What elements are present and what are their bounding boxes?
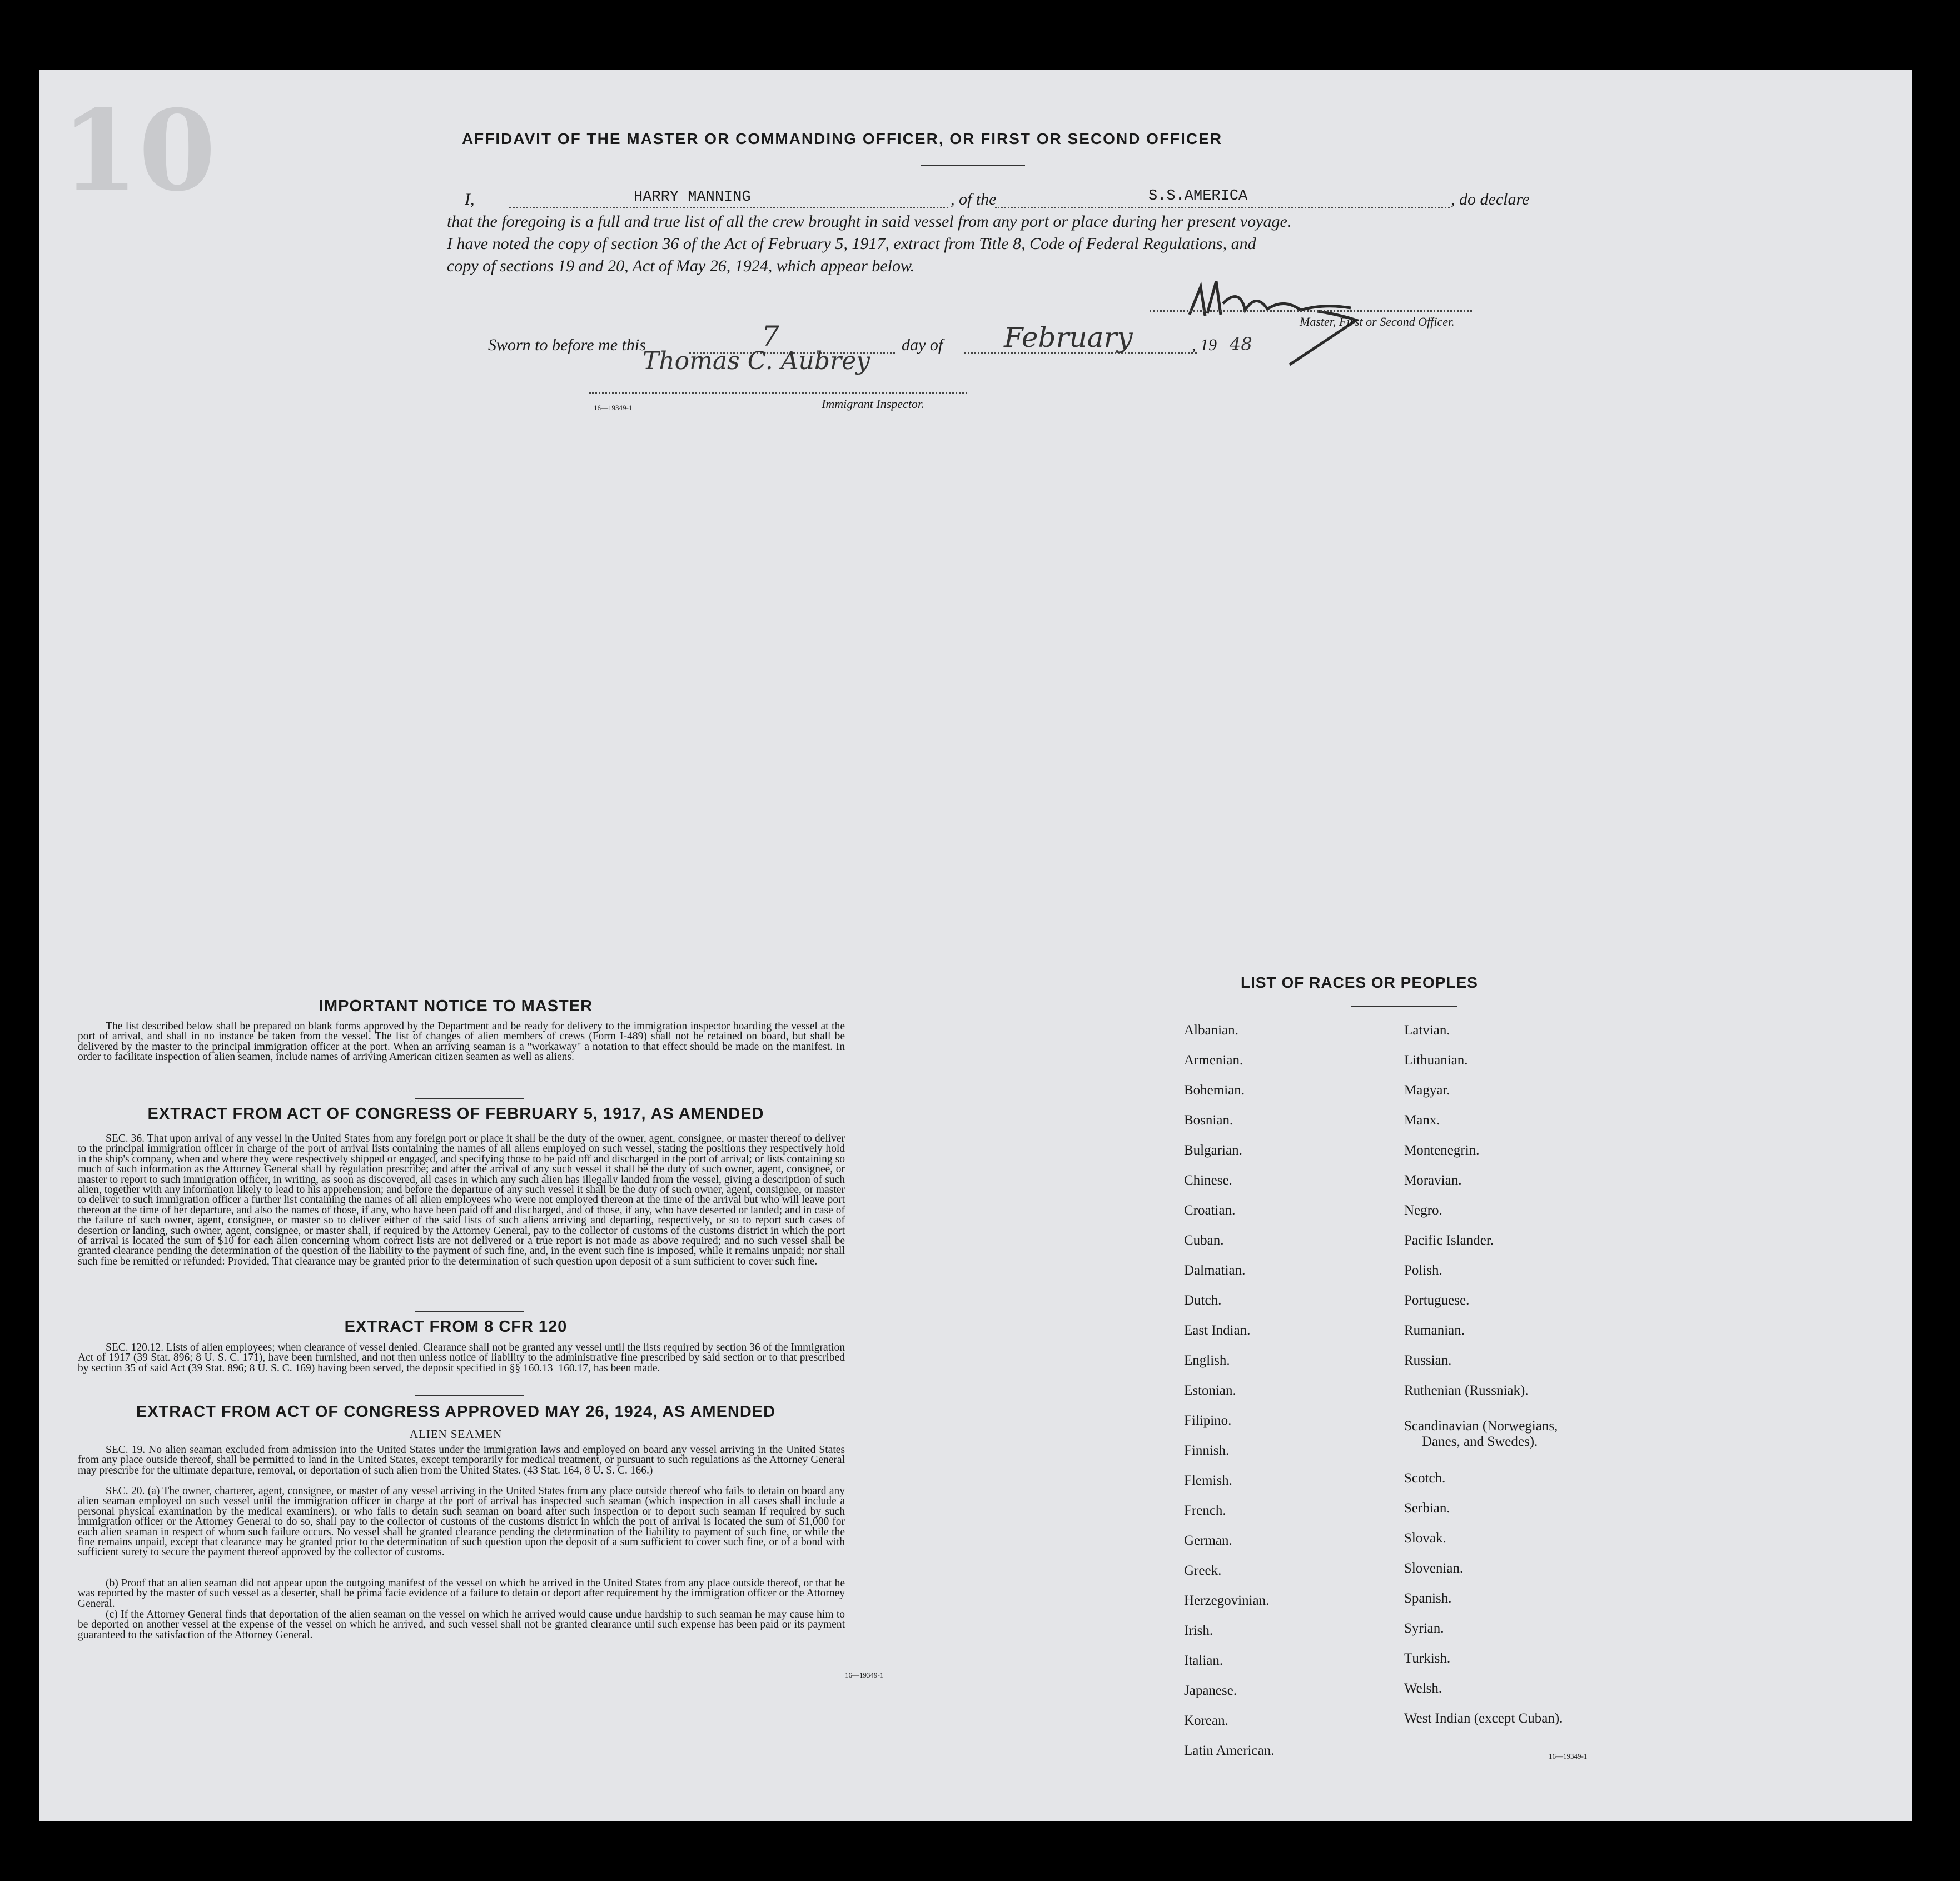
race-item: Russian. xyxy=(1404,1353,1452,1368)
inspector-caption: Immigrant Inspector. xyxy=(822,397,924,411)
race-item: Greek. xyxy=(1184,1563,1222,1578)
extract-1924-title: EXTRACT FROM ACT OF CONGRESS APPROVED MAY 26, 1924, AS AMENDED xyxy=(136,1403,776,1421)
race-item: Korean. xyxy=(1184,1713,1228,1728)
race-item: Herzegovinian. xyxy=(1184,1593,1270,1608)
race-item: Pacific Islander. xyxy=(1404,1233,1494,1248)
master-caption: Master, First or Second Officer. xyxy=(1300,315,1455,329)
document-page xyxy=(39,70,1912,1821)
race-item: Portuguese. xyxy=(1404,1293,1470,1308)
race-item: Scandinavian (Norwegians, xyxy=(1404,1419,1558,1434)
declare-mid: , of the xyxy=(951,190,997,208)
sec-19-text: SEC. 19. No alien seaman excluded from admission into the United States under the immigration laws and employed on board any vessel arriving in the United States from any place outside thereof, shall be permitted to land in the United States, except temporarily for medical treatment, or pursuant to such regulations as the Attorney General may prescribe for the ultimate departure, removal, or deportation of such alien from the United States. (43 Stat. 164, 8 U. S. C. 166.) xyxy=(78,1444,845,1476)
race-item: Italian. xyxy=(1184,1653,1223,1668)
sworn-month: February xyxy=(1004,321,1133,354)
form-number: 16—19349-1 xyxy=(1549,1752,1588,1760)
extract-1917-title: EXTRACT FROM ACT OF CONGRESS OF FEBRUARY 5, 1917, AS AMENDED xyxy=(147,1105,764,1123)
race-item: Irish. xyxy=(1184,1623,1213,1638)
sec-20c-text: (c) If the Attorney General finds that deportation of the alien seaman on the vessel on which he arrived would cause undue hardship to such seaman he may cause him to be deported on another vessel at the expense of the vessel on which he arrived, and such vessel shall not be granted clearance until such expense has been paid or its payment guaranteed to the satisfaction of the Attorney General. xyxy=(78,1609,845,1641)
divider xyxy=(415,1395,524,1396)
sworn-day: 7 xyxy=(762,320,779,352)
race-item: Dalmatian. xyxy=(1184,1263,1246,1278)
race-item: Serbian. xyxy=(1404,1501,1450,1516)
race-item: Albanian. xyxy=(1184,1023,1238,1038)
race-item: Latvian. xyxy=(1404,1023,1450,1038)
sworn-year: 48 xyxy=(1230,334,1252,355)
race-item: German. xyxy=(1184,1533,1232,1548)
race-item: Danes, and Swedes). xyxy=(1422,1434,1538,1449)
sec-20a-text: SEC. 20. (a) The owner, charterer, agent, consignee, or master of any vessel arriving in the United States from any place outside thereof who fails to detain on board any alien seaman employed on such vessel until the immigration officer in charge at the port of arrival has inspected such seaman (which inspection in all cases shall include a personal physical examination by the medical examiners), or who fails to detain such seaman on board after such inspection or to deport such seaman if required by such immigration officer or the Attorney General to do so, shall pay to the collector of customs of the customs district in which the port of arrival is located the sum of $1,000 for each alien seaman in respect of whom such failure occurs. No vessel shall be granted clearance pending the determination of the liability to payment of such fine, or while the fine remains unpaid, except that clearance may be granted prior to the determination of such question upon the deposit of a sum sufficient to cover such fine, or of a bond with sufficient surety to secure the payment thereof approved by the collector of customs. xyxy=(78,1485,845,1559)
race-item: Armenian. xyxy=(1184,1053,1243,1068)
race-item: Ruthenian (Russniak). xyxy=(1404,1383,1529,1398)
race-item: Slovak. xyxy=(1404,1531,1446,1546)
affidavit-line-3: I have noted the copy of section 36 of the Act of February 5, 1917, extract from Title 8, Code of Federal Regulations, and xyxy=(447,235,1256,253)
declare-suffix: , do declare xyxy=(1451,190,1530,208)
master-name: HARRY MANNING xyxy=(634,189,751,206)
race-item: Croatian. xyxy=(1184,1203,1236,1218)
races-title: LIST OF RACES OR PEOPLES xyxy=(1241,974,1478,991)
race-item: Bulgarian. xyxy=(1184,1143,1242,1158)
form-number: 16—19349-1 xyxy=(845,1671,884,1679)
race-item: Spanish. xyxy=(1404,1591,1452,1606)
master-signature-line xyxy=(1150,310,1472,312)
vessel-name: S.S.AMERICA xyxy=(1148,188,1248,205)
race-item: Bohemian. xyxy=(1184,1083,1245,1098)
race-item: Slovenian. xyxy=(1404,1561,1464,1576)
race-item: Japanese. xyxy=(1184,1683,1237,1698)
race-item: Welsh. xyxy=(1404,1681,1442,1696)
divider xyxy=(415,1098,524,1099)
race-item: Latin American. xyxy=(1184,1743,1275,1758)
race-item: Dutch. xyxy=(1184,1293,1222,1308)
race-item: Turkish. xyxy=(1404,1651,1451,1666)
sworn-mid: day of xyxy=(902,336,943,354)
title-underline xyxy=(921,165,1025,166)
race-item: Polish. xyxy=(1404,1263,1442,1278)
affidavit-line-2: that the foregoing is a full and true list of all the crew brought in said vessel from any port or place during her present voyage. xyxy=(447,212,1292,231)
extract-1917-text: SEC. 36. That upon arrival of any vessel in the United States from any foreign port or place it shall be the duty of the owner, agent, consignee, or master thereof to deliver to the principal immigration officer in charge of the port of arrival lists containing the names of all aliens employed on such vessel, stating the positions they respectively hold in the ship's company, when and where they were respectively shipped or engaged, and specifying those to be paid off and discharged in the port of arrival; or lists containing so much of such information as the Attorney General shall by regulation prescribe; and after the arrival of any such vessel it shall be the duty of such owner, agent, consignee, or master to report to such immigration officer, in writing, as soon as discovered, all cases in which any such alien has illegally landed from the vessel, giving a description of such alien, together with any information likely to lead to his apprehension; and before the departure of any such vessel it shall be the duty of such owner, agent, consignee, or master to deliver to such immigration officer a further list containing the names of all alien employees who were not employed thereon at the time of the arrival but who will leave port thereon at the time of her departure, and also the names of those, if any, who have been paid off and discharged, and of those, if any, who have deserted or landed; and in case of the failure of such owner, agent, consignee, or master so to deliver either of the said lists of such aliens arriving and departing, respectively, or so to report such cases of desertion or landing, such owner, agent, consignee, or master shall, if required by the Attorney General, pay to the collector of customs of the customs district in which the port of arrival is located the sum of $10 for each alien concerning whom correct lists are not delivered or a true report is not made as above required; and no such vessel shall be granted clearance pending the determination of the question of the liability to the payment of such fine, and, in the event such fine is imposed, while it remains unpaid; nor shall such fine be remitted or refunded: Provided, That clearance may be granted prior to the determination of such question upon deposit of a sum sufficient to cover such fine. xyxy=(78,1133,845,1267)
inspector-signature: Thomas C. Aubrey xyxy=(643,347,870,375)
vessel-line xyxy=(995,207,1450,208)
race-item: Flemish. xyxy=(1184,1473,1232,1488)
race-item: Syrian. xyxy=(1404,1621,1444,1636)
race-item: Cuban. xyxy=(1184,1233,1224,1248)
races-underline xyxy=(1351,1006,1457,1007)
race-item: Chinese. xyxy=(1184,1173,1232,1188)
divider xyxy=(415,1311,524,1312)
affidavit-line-4: copy of sections 19 and 20, Act of May 26, 1924, which appear below. xyxy=(447,257,915,275)
race-item: Moravian. xyxy=(1404,1173,1462,1188)
race-item: West Indian (except Cuban). xyxy=(1404,1711,1563,1726)
race-item: Manx. xyxy=(1404,1113,1440,1128)
race-item: Lithuanian. xyxy=(1404,1053,1468,1068)
declare-prefix: I, xyxy=(465,190,475,208)
sec-20b-text: (b) Proof that an alien seaman did not appear upon the outgoing manifest of the vessel on which he arrived in the United States from any place outside thereof, or that he was reported by the master of such vessel as a deserter, shall be prima facie evidence of a failure to detain or deport after requirement by the immigration officer or the Attorney General. xyxy=(78,1578,845,1610)
name-line xyxy=(509,207,948,208)
race-item: Filipino. xyxy=(1184,1413,1232,1428)
alien-seamen-subtitle: ALIEN SEAMEN xyxy=(409,1427,503,1441)
page-stamp-number: 10 xyxy=(61,86,216,216)
race-item: Montenegrin. xyxy=(1404,1143,1480,1158)
race-item: Rumanian. xyxy=(1404,1323,1465,1338)
affidavit-title: AFFIDAVIT OF THE MASTER OR COMMANDING OFFICER, OR FIRST OR SECOND OFFICER xyxy=(461,130,1223,147)
race-item: Magyar. xyxy=(1404,1083,1450,1098)
sworn-year-prefix: , 19 xyxy=(1192,336,1217,354)
notice-text: The list described below shall be prepared on blank forms approved by the Department and be ready for delivery to the immigration inspector boarding the vessel at the port of arrival, and shall in no instance be taken from the vessel. The list of changes of alien members of crews (Form I-489) shall not be retained on board, but shall be delivered by the master to the principal immigration officer at the port. When an arriving seaman is a "workaway" a notation to that effect should be made on the manifest. In order to facilitate inspection of alien seamen, include names of arriving American citizen seamen as well as aliens. xyxy=(78,1021,845,1063)
inspector-signature-line xyxy=(589,392,967,394)
race-item: Negro. xyxy=(1404,1203,1442,1218)
sworn-prefix: Sworn to before me this xyxy=(488,336,646,354)
race-item: Bosnian. xyxy=(1184,1113,1233,1128)
race-item: Estonian. xyxy=(1184,1383,1236,1398)
notice-title: IMPORTANT NOTICE TO MASTER xyxy=(319,997,593,1015)
race-item: Finnish. xyxy=(1184,1443,1230,1458)
extract-cfr-text: SEC. 120.12. Lists of alien employees; when clearance of vessel denied. Clearance shall not be granted any vessel until the lists required by section 36 of the Immigration Act of 1917 (39 Stat. 896; 8 U. S. C. 171), have been furnished, and not then unless notice of liability to the administrative fine prescribed by said section or to that prescribed by section 35 of said Act (39 Stat. 896; 8 U. S. C. 169) having been served, the deposit specified in §§ 160.13–160.17, has been made. xyxy=(78,1342,845,1374)
race-item: French. xyxy=(1184,1503,1226,1518)
race-item: Scotch. xyxy=(1404,1471,1446,1486)
race-item: East Indian. xyxy=(1184,1323,1251,1338)
race-item: English. xyxy=(1184,1353,1230,1368)
extract-cfr-title: EXTRACT FROM 8 CFR 120 xyxy=(344,1318,568,1336)
form-number: 16—19349-1 xyxy=(594,404,633,412)
